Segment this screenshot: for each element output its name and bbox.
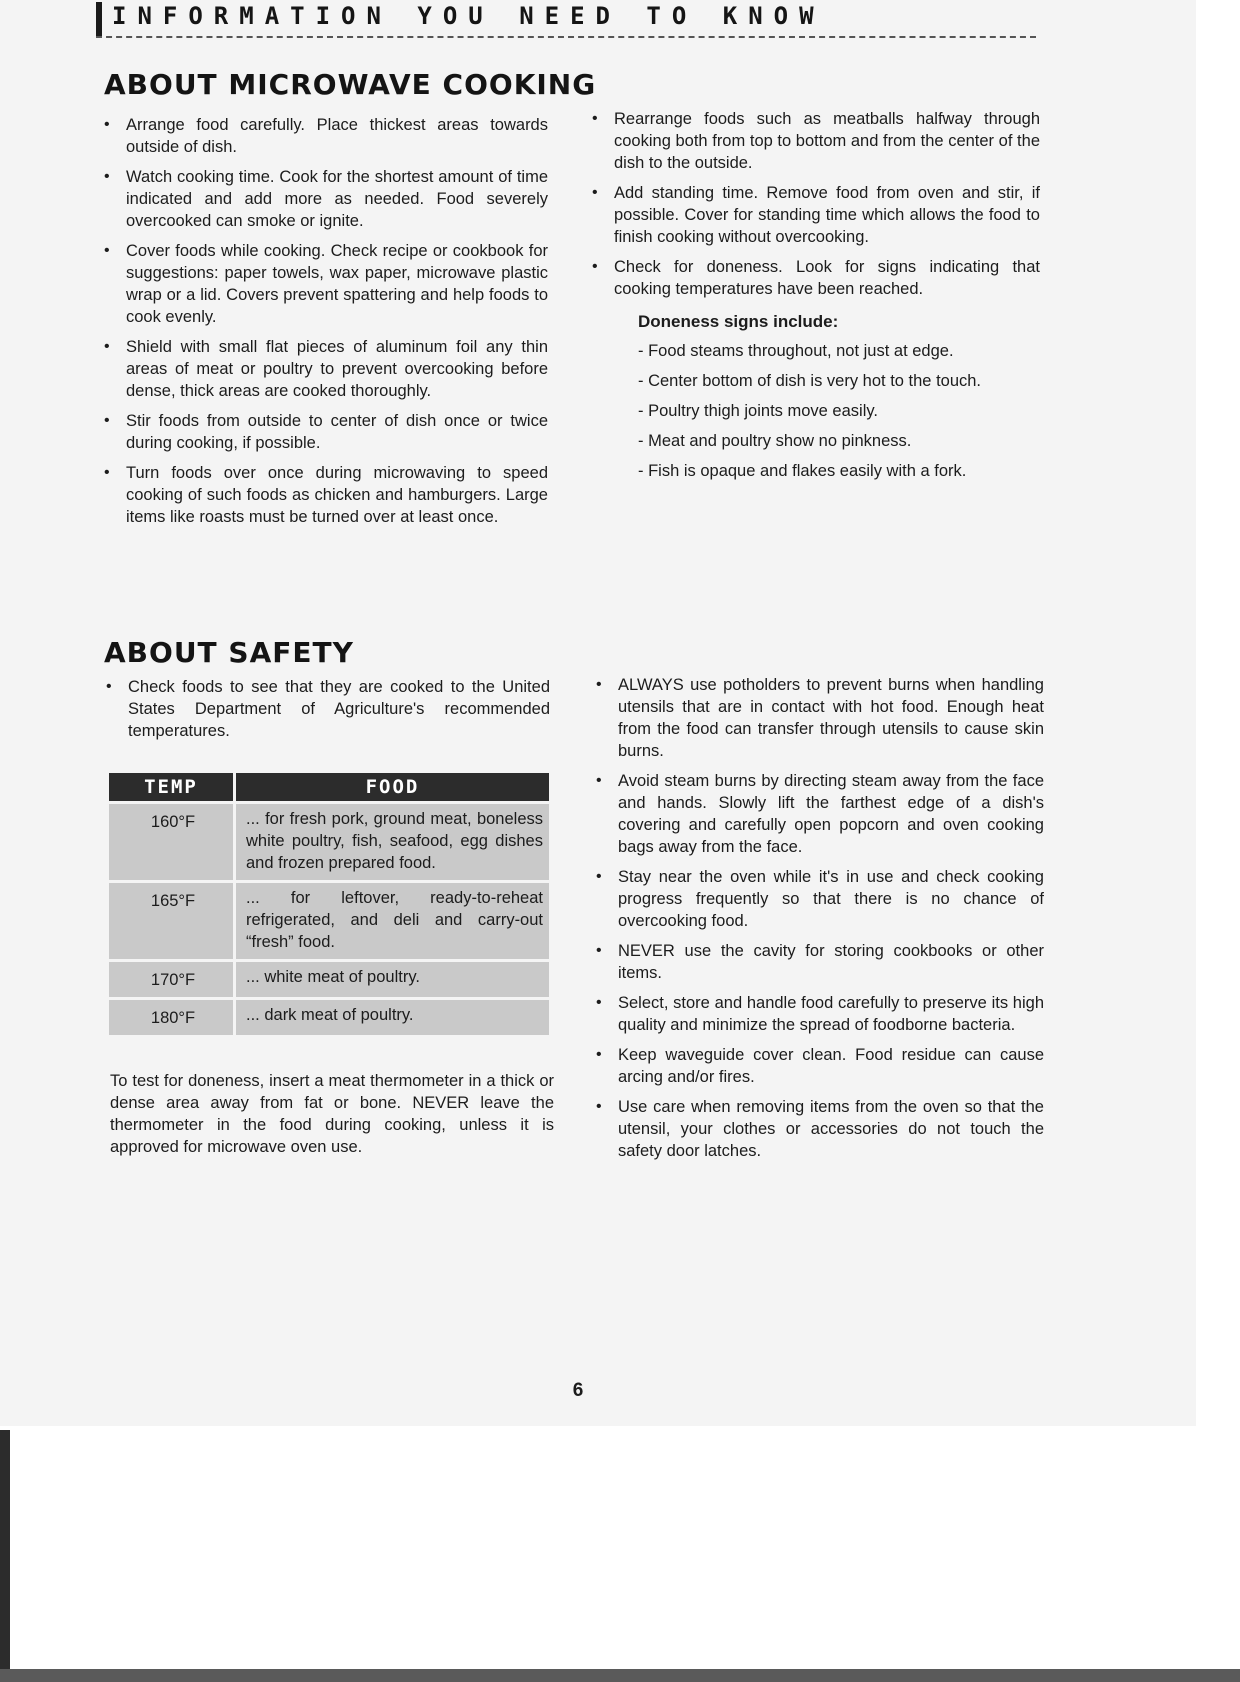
list-item: • Add standing time. Remove food from oven and stir, if possible. Cover for standing time which allows the food to finish cooking without overcooking. [592,182,1040,248]
doneness-title: Doneness signs include: [638,312,839,331]
doneness-sign: - Center bottom of dish is very hot to the touch. [638,370,1038,392]
doneness-sign: - Meat and poultry show no pinkness. [638,430,1038,452]
temp-cell: 180°F [109,1000,233,1035]
table-header-row [109,773,549,801]
microwave-left-list [104,114,548,536]
doneness-sign: - Food steams throughout, not just at edge. [638,340,1038,362]
table-row [109,1000,549,1035]
doneness-sign: - Poultry thigh joints move easily. [638,400,1038,422]
doneness-list [638,340,1038,490]
food-cell: ... for fresh pork, ground meat, boneless white poultry, fish, seafood, egg dishes and frozen prepared food. [236,804,549,880]
table-row [109,804,549,880]
food-cell: ... white meat of poultry. [236,962,549,997]
list-item: • NEVER use the cavity for storing cookbooks or other items. [596,940,1044,984]
section-header [96,0,1036,36]
scan-margin-bottom [0,1426,1196,1682]
list-item: • Avoid steam burns by directing steam away from the face and hands. Slowly lift the farthest edge of a dish's covering and carefully open popcorn and oven cooking bags away from the face. [596,770,1044,858]
list-item: • Stir foods from outside to center of dish once or twice during cooking, if possible. [104,410,548,454]
thermometer-note: To test for doneness, insert a meat thermometer in a thick or dense area away from fat or bone. NEVER leave the thermometer in the food during cooking, unless it is approved for microwave oven use. [110,1072,554,1156]
list-item: • ALWAYS use potholders to prevent burns when handling utensils that are in contact with hot food. Enough heat from the food can transfer through utensils to cause skin burns. [596,674,1044,762]
list-item: • Select, store and handle food carefully to preserve its high quality and minimize the spread of foodborne bacteria. [596,992,1044,1036]
scan-margin-right [1196,0,1240,1682]
food-cell: ... dark meat of poultry. [236,1000,549,1035]
list-item: • Check foods to see that they are cooked to the United States Department of Agriculture's recommended temperatures. [106,676,550,742]
list-item: • Cover foods while cooking. Check recipe or cookbook for suggestions: paper towels, wax paper, microwave plastic wrap or a lid. Covers prevent spattering and help foods to cook evenly. [104,240,548,328]
microwave-right-list [592,108,1040,308]
page-number: 6 [572,1380,584,1401]
table-row [109,962,549,997]
temp-cell: 160°F [109,804,233,880]
safety-heading: ABOUT SAFETY [104,636,354,669]
list-item: • Stay near the oven while it's in use and check cooking progress frequently so that there is no chance of overcooking food. [596,866,1044,932]
scan-binding-shadow [0,1430,10,1682]
table-header-temp: TEMP [109,773,233,801]
header-marker [96,2,102,36]
microwave-heading: ABOUT MICROWAVE COOKING [104,68,597,101]
doneness-sign: - Fish is opaque and flakes easily with a fork. [638,460,1038,482]
list-item: • Use care when removing items from the oven so that the utensil, your clothes or accessories do not touch the safety door latches. [596,1096,1044,1162]
list-item: • Watch cooking time. Cook for the shortest amount of time indicated and add more as needed. Food severely overcooked can smoke or ignite. [104,166,548,232]
list-item: • Rearrange foods such as meatballs halfway through cooking both from top to bottom and from the center of the dish to the outside. [592,108,1040,174]
safety-right-list [596,674,1044,1170]
temp-cell: 170°F [109,962,233,997]
list-item: • Keep waveguide cover clean. Food residue can cause arcing and/or fires. [596,1044,1044,1088]
food-cell: ... for leftover, ready-to-reheat refrigerated, and deli and carry-out “fresh” food. [236,883,549,959]
temperature-table [106,770,552,1038]
table-header-food: FOOD [236,773,549,801]
table-row [109,883,549,959]
list-item: • Shield with small flat pieces of aluminum foil any thin areas of meat or poultry to prevent overcooking before dense, thick areas are cooked thoroughly. [104,336,548,402]
temp-cell: 165°F [109,883,233,959]
header-rule [96,36,1036,38]
scan-bottom-edge [0,1669,1240,1682]
list-item: • Arrange food carefully. Place thickest areas towards outside of dish. [104,114,548,158]
list-item: • Turn foods over once during microwaving to speed cooking of such foods as chicken and hamburgers. Large items like roasts must be turned over at least once. [104,462,548,528]
safety-intro-list [106,676,550,750]
list-item: • Check for doneness. Look for signs indicating that cooking temperatures have been reached. [592,256,1040,300]
header-title: INFORMATION YOU NEED TO KNOW [112,2,825,30]
